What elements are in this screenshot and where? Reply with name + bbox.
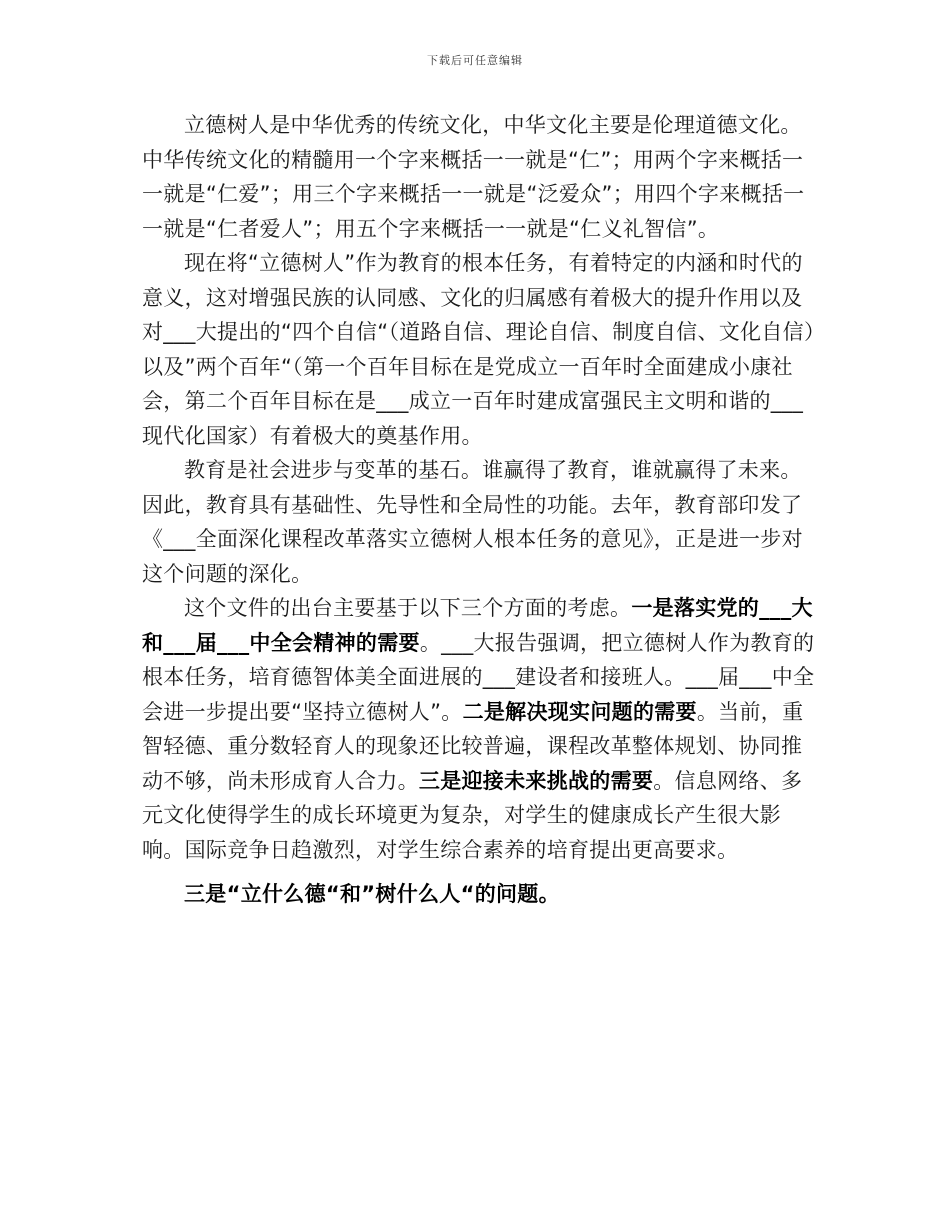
point-three-heading: 三是迎接未来挑战的需要 [418,768,654,793]
paragraph-3 [142,453,822,591]
paragraph-4-intro: 这个文件的出台主要基于以下三个方面的考虑。 [184,596,632,620]
paragraph-2-text: 现在将“立德树人”作为教育的根本任务，有着特定的内涵和时代的意义，这对增强民族的认同感、文化的归属感有着极大的提升作用以及对___大提出的“四个自信“（道路自信、理论自信、制度自信、文化自信）以及”两个百年“（第一个百年目标在是党成立一百年时全面建成小康社会，第二个百年目标在是___成立一百年时建成富强民主文明和谐的___现代化国家）有着极大的奠基作用。 [142,251,815,448]
page-header: 下载后可任意编辑 [427,54,523,67]
point-one-text: 。___大报告强调，把立德树人作为教育的根本任务，培育德智体美全面进展的___建设者和接班人。___届___中全会进一步提出要“坚持立德树人”。 [142,630,815,724]
point-two-heading: 二是解决现实问题的需要 [462,699,697,724]
paragraph-2 [142,246,822,453]
paragraph-3-text: 教育是社会进步与变革的基石。谁赢得了教育，谁就赢得了未来。因此，教育具有基础性、先导性和全局性的功能。去年，教育部印发了《___全面深化课程改革落实立德树人根本任务的意见》，正是进一步对这个问题的深化。 [142,458,803,586]
paragraph-1 [142,108,822,246]
document-body [142,108,822,912]
section-heading: 三是“立什么德“和”树什么人“的问题。 [184,882,560,906]
point-two-text: 。当前，重智轻德、重分数轻育人的现象还比较普遍，课程改革整体规划、协同推动不够，尚未形成育人合力。 [142,699,804,793]
paragraph-1-text: 立德树人是中华优秀的传统文化，中华文化主要是伦理道德文化。中华传统文化的精髓用一个字来概括一一就是“仁”；用两个字来概括一一就是“仁爱”；用三个字来概括一一就是“泛爱众”；用四个字来概括一一就是“仁者爱人”；用五个字来概括一一就是“仁义礼智信”。 [142,113,805,241]
point-one-heading: 一是落实党的___大和___届___中全会精神的需要 [142,596,813,655]
paragraph-4 [142,591,822,867]
point-three-text: 。信息网络、多元文化使得学生的成长环境更为复杂，对学生的健康成长产生很大影响。国际竞争日趋激烈，对学生综合素养的培育提出更高要求。 [142,768,803,862]
